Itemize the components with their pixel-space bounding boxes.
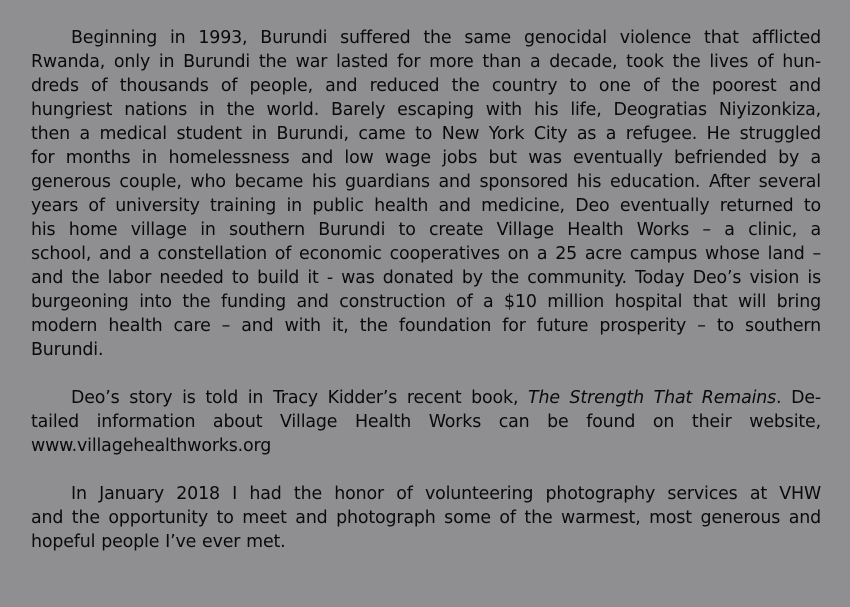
text-line: years of university training in public health and medicine, Deo eventually returned to [31, 196, 821, 216]
text-line: modern health care – and with it, the foundation for future prosperity – to southern [31, 316, 821, 336]
text-line: dreds of thousands of people, and reduced the country to one of the poorest and [31, 76, 821, 96]
paragraph-burundi-history [31, 26, 821, 362]
text-line: then a medical student in Burundi, came to New York City as a refugee. He struggled [31, 124, 821, 144]
text-line: for months in homelessness and low wage jobs but was eventually befriended by a [31, 148, 821, 168]
text-line: his home village in southern Burundi to create Village Health Works – a clinic, a [31, 220, 821, 240]
website-url: www.villagehealthworks.org [31, 436, 272, 456]
paragraph-spacer [31, 362, 821, 386]
text-line: generous couple, who became his guardians and sponsored his education. After several [31, 172, 821, 192]
book-title: The Strength That Remains [527, 388, 777, 408]
paragraph-spacer [31, 458, 821, 482]
text-line: In January 2018 I had the honor of volunteering photography services at VHW [71, 484, 821, 504]
text-line: Burundi. [31, 340, 104, 360]
text-line: school, and a constellation of economic cooperatives on a 25 acre campus whose land – [31, 244, 821, 264]
text-line [31, 386, 821, 410]
text-line: Rwanda, only in Burundi the war lasted for more than a decade, took the lives of hun- [31, 52, 821, 72]
text-line: tailed information about Village Health Works can be found on their website, [31, 412, 821, 432]
text-line: burgeoning into the funding and construction of a $10 million hospital that will bring [31, 292, 821, 312]
text-line: and the opportunity to meet and photograph some of the warmest, most generous and [31, 508, 821, 528]
text-line: and the labor needed to build it - was donated by the community. Today Deo’s vision is [31, 268, 821, 288]
document-body [31, 26, 821, 554]
text-fragment: Deo’s story is told in Tracy Kidder’s recent book, [71, 388, 528, 408]
text-fragment: . De- [776, 388, 822, 408]
paragraph-book-reference [31, 386, 821, 458]
text-line: hungriest nations in the world. Barely escaping with his life, Deogratias Niyizonkiza, [31, 100, 821, 120]
text-line: Beginning in 1993, Burundi suffered the same genocidal violence that afflicted [71, 28, 821, 48]
paragraph-volunteering [31, 482, 821, 554]
text-line: hopeful people I’ve ever met. [31, 532, 286, 552]
